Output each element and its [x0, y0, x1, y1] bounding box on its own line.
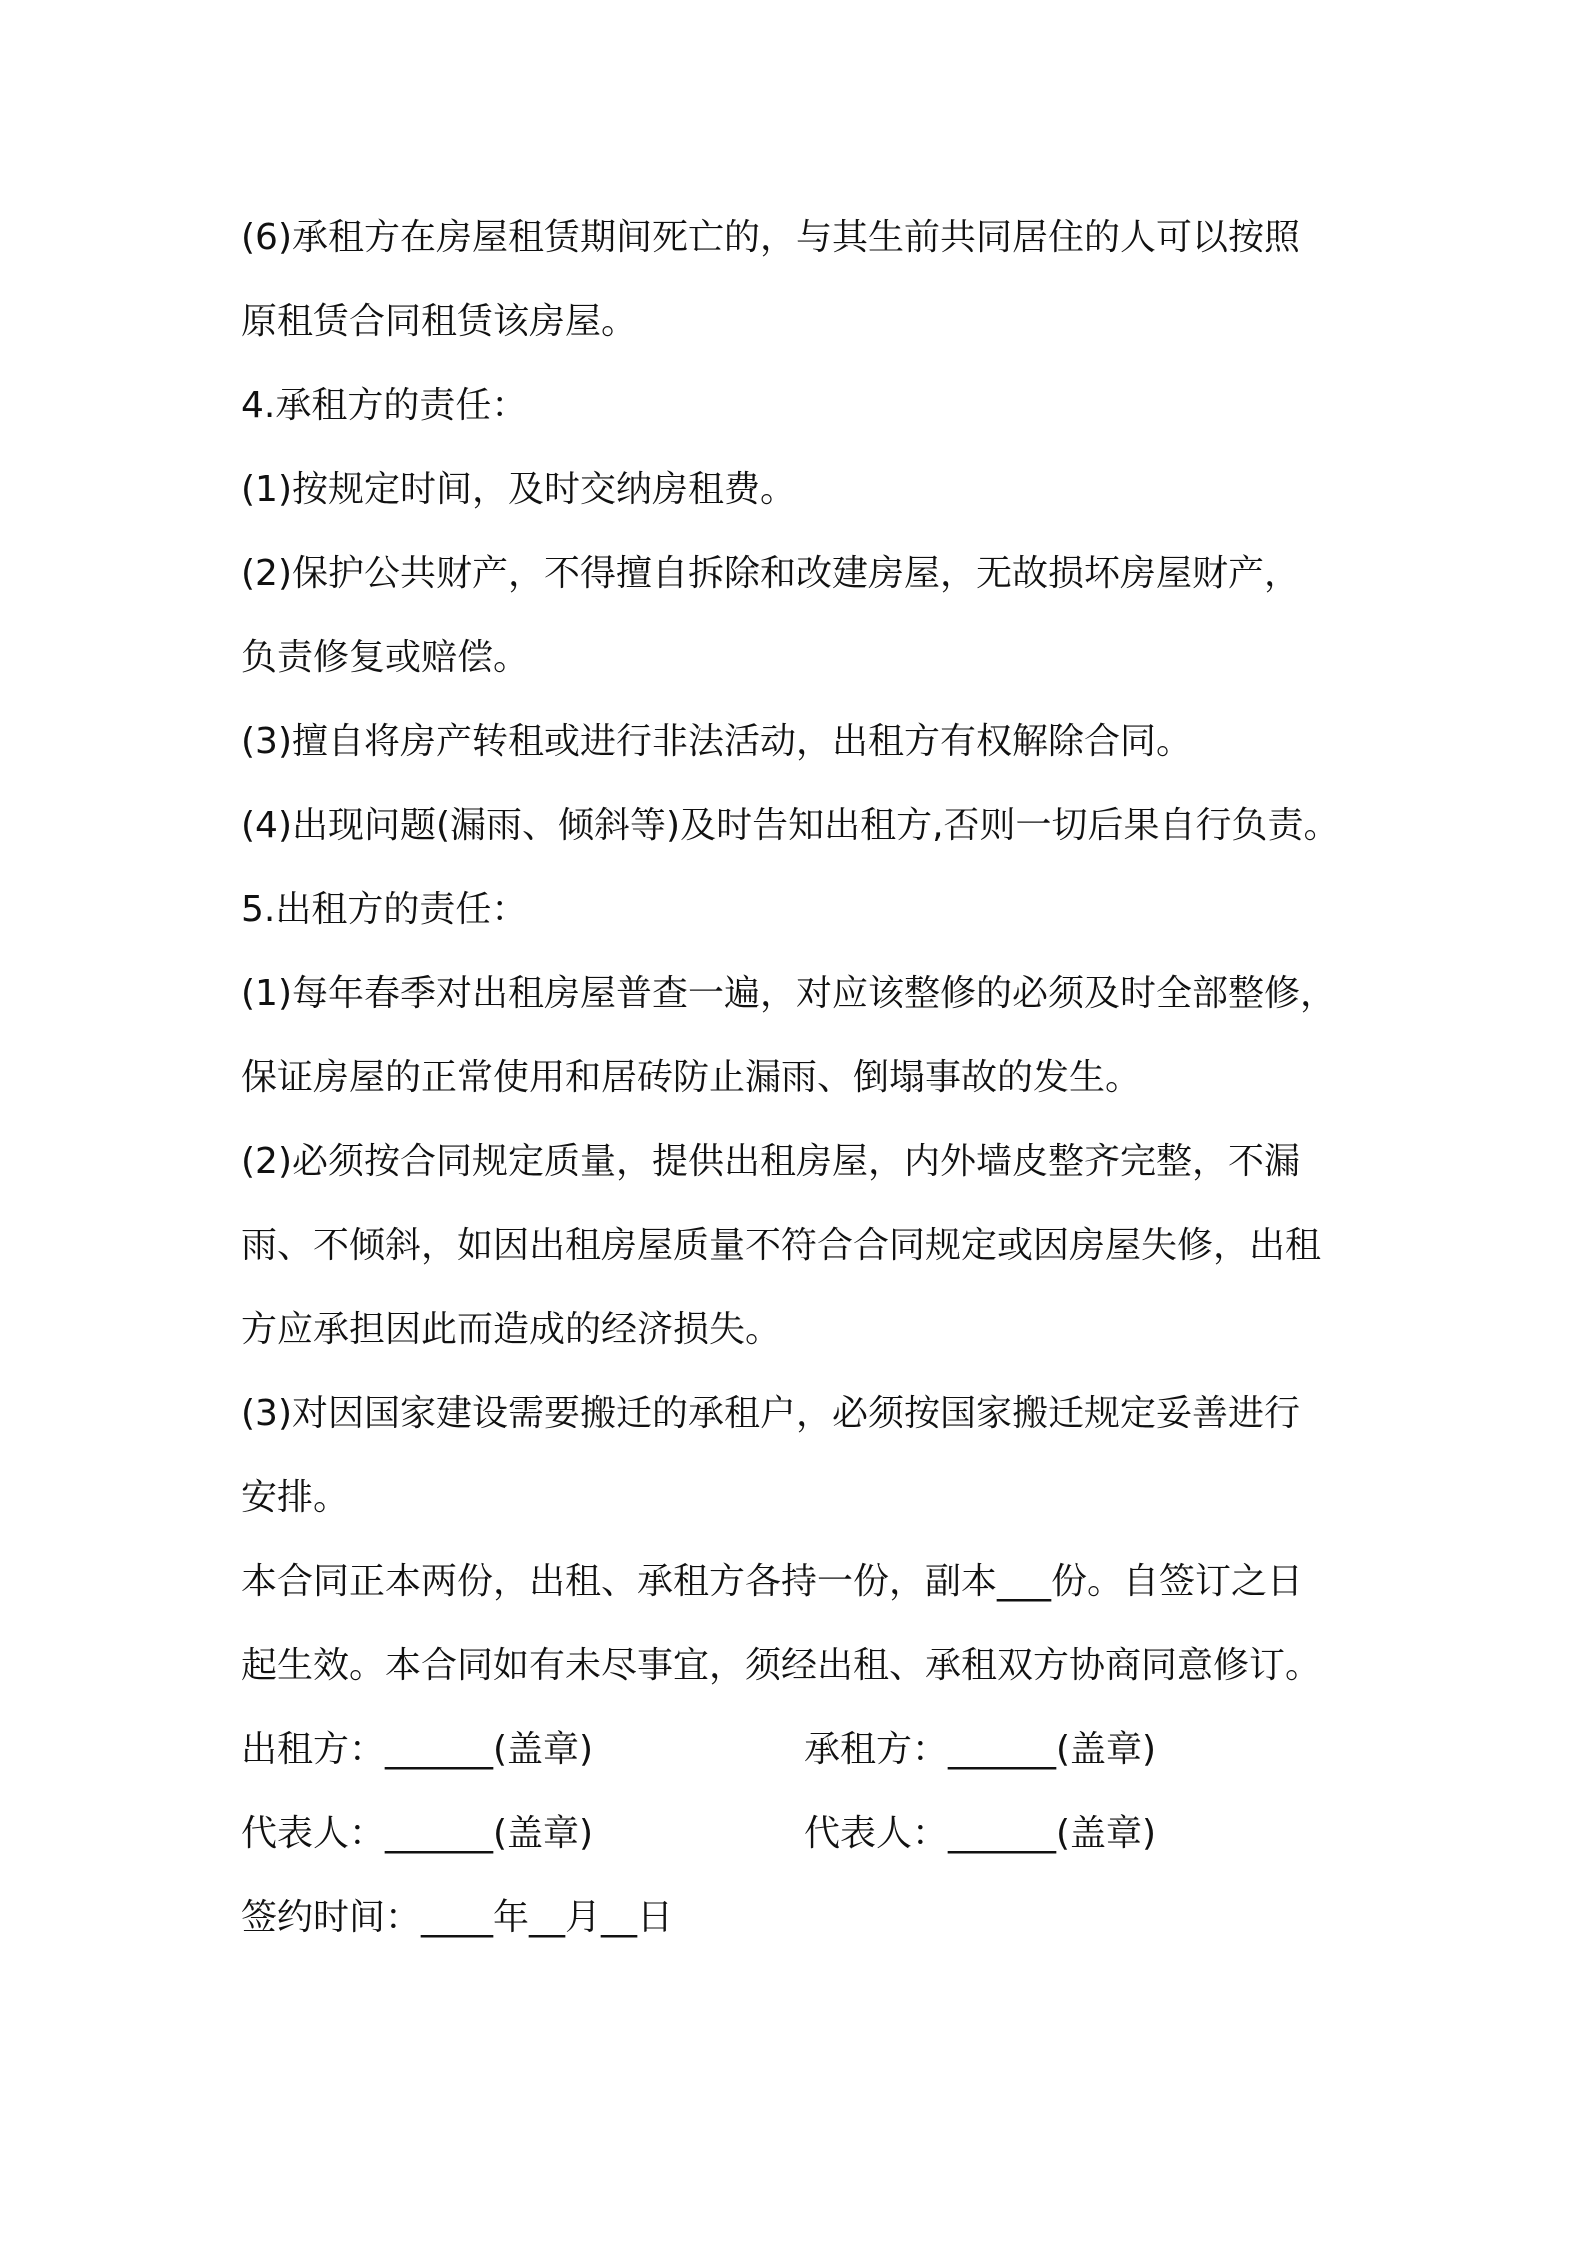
text-line: (1)按规定时间，及时交纳房租费。	[241, 469, 796, 510]
text-line: (3)擅自将房产转租或进行非法活动，出租方有权解除合同。	[241, 721, 1192, 762]
sign-date: 签约时间：____年__月__日	[241, 1897, 674, 1938]
section-heading: 5.出租方的责任：	[241, 889, 528, 930]
text-line: 原租赁合同租赁该房屋。	[241, 301, 638, 342]
text-line: 方应承担因此而造成的经济损失。	[241, 1309, 782, 1350]
signature-row-parties	[241, 1708, 1361, 1792]
signature-row-date	[241, 1876, 1361, 1960]
text-line: 安排。	[241, 1477, 350, 1518]
text-line: 起生效。本合同如有未尽事宜，须经出租、承租双方协商同意修订。	[241, 1645, 1322, 1686]
signature-row-representatives	[241, 1792, 1361, 1876]
text-line: 保证房屋的正常使用和居砖防止漏雨、倒塌事故的发生。	[241, 1057, 1142, 1098]
lessor-signature: 出租方：______(盖章)	[241, 1729, 594, 1770]
text-line: (1)每年春季对出租房屋普查一遍，对应该整修的必须及时全部整修，	[241, 973, 1336, 1014]
text-line: (3)对因国家建设需要搬迁的承租户，必须按国家搬迁规定妥善进行	[241, 1393, 1300, 1434]
text-line: 本合同正本两份，出租、承租方各持一份，副本___份。自签订之日	[241, 1561, 1304, 1602]
text-line: 雨、不倾斜，如因出租房屋质量不符合合同规定或因房屋失修，出租	[241, 1225, 1322, 1266]
section-heading: 4.承租方的责任：	[241, 385, 528, 426]
lessee-signature: 承租方：______(盖章)	[804, 1729, 1157, 1770]
text-line: 负责修复或赔偿。	[241, 637, 530, 678]
text-line: (2)必须按合同规定质量，提供出租房屋，内外墙皮整齐完整，不漏	[241, 1141, 1300, 1182]
lessor-representative: 代表人：______(盖章)	[241, 1813, 594, 1854]
text-line: (2)保护公共财产，不得擅自拆除和改建房屋，无故损坏房屋财产，	[241, 553, 1300, 594]
contract-body	[241, 196, 1361, 1960]
text-line: (6)承租方在房屋租赁期间死亡的，与其生前共同居住的人可以按照	[241, 217, 1300, 258]
text-line: (4)出现问题(漏雨、倾斜等)及时告知出租方,否则一切后果自行负责。	[241, 805, 1340, 846]
lessee-representative: 代表人：______(盖章)	[804, 1813, 1157, 1854]
